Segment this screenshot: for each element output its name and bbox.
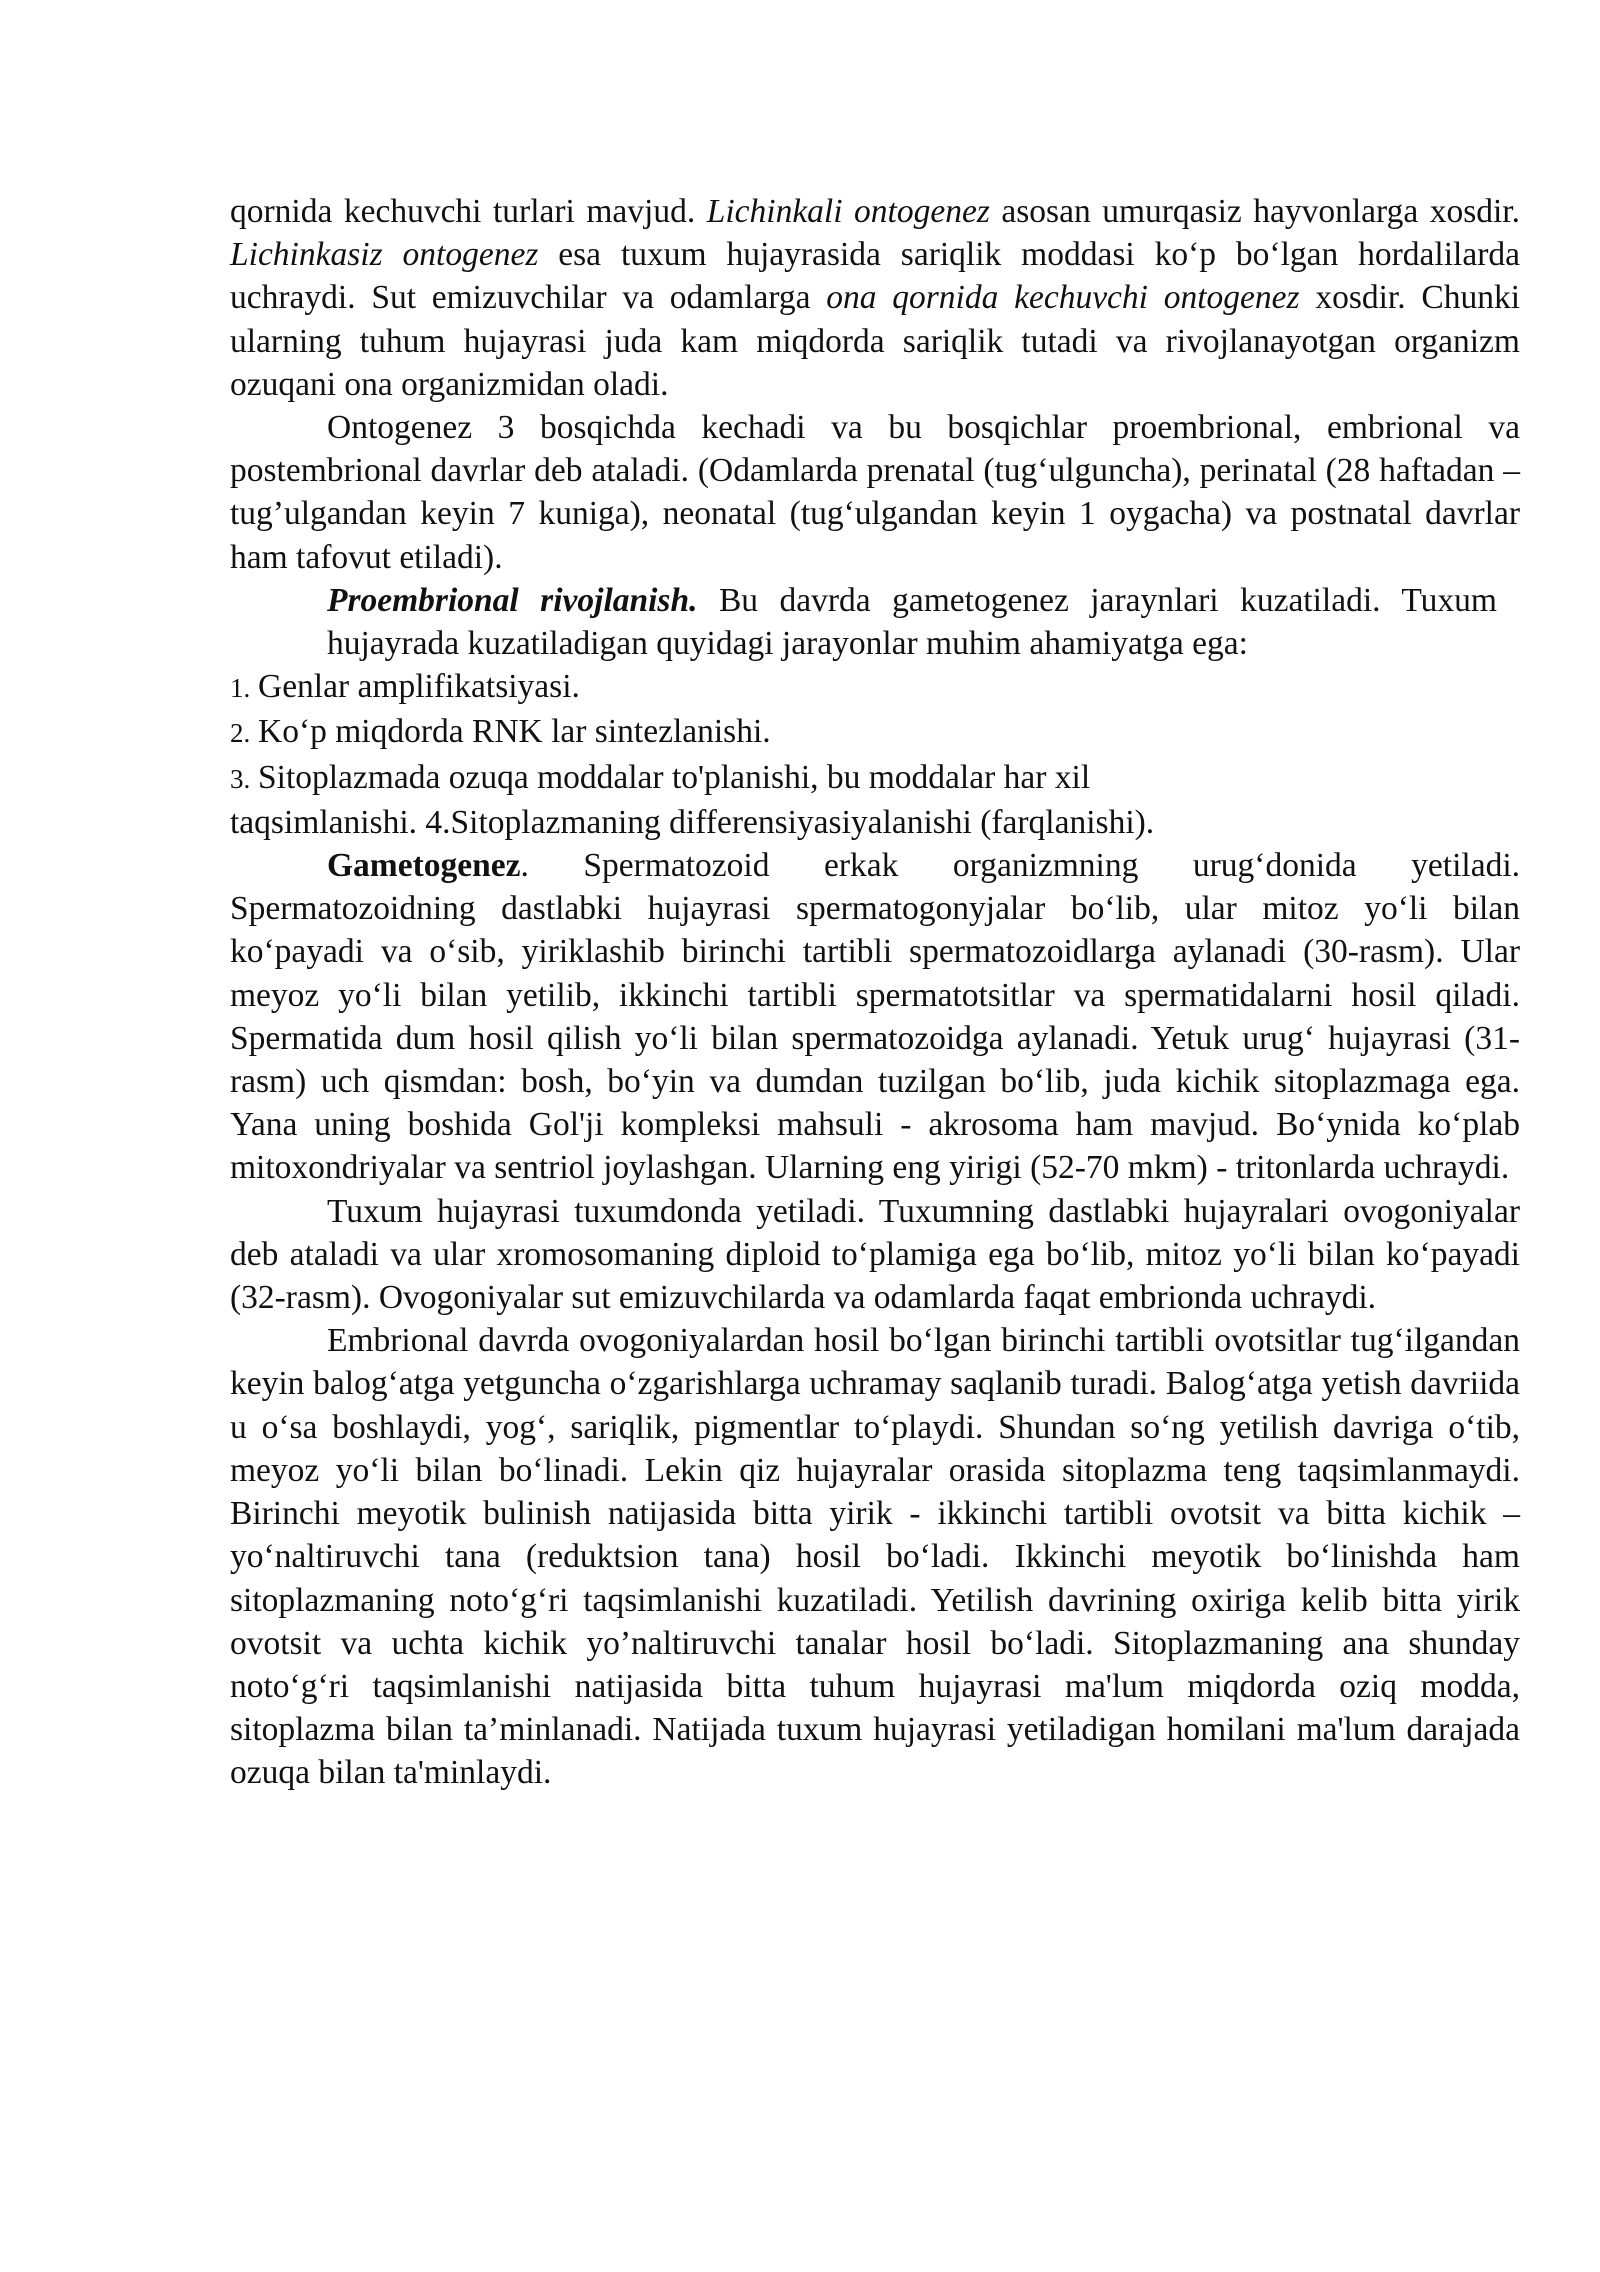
list-item — [230, 710, 1520, 755]
term-nonlarval-ontogenesis: Lichinkasiz ontogenez — [230, 236, 539, 274]
list-number: 2. — [230, 718, 251, 749]
paragraph-egg-cell: Tuxum hujayrasi tuxumdonda yetiladi. Tuxumning dastlabki hujayralari ovogoniyalar deb ataladi va ular xromosomaning diploid to‘plamiga ega bo‘lib, mitoz yo‘li bilan ko‘payadi (32-rasm). Ovogoniyalar sut emizuvchilarda va odamlarda faqat embrionda uchraydi. — [230, 1192, 1520, 1317]
text-run: qornida kechuvchi turlari mavjud. — [230, 193, 707, 230]
list-number: 3. — [230, 763, 251, 794]
text-run: Bu davrda gametogenez jaraynlari kuzatiladi. Tuxum hujayrada kuzatiladigan quyidagi jarayonlar muhim ahamiyatga ega: — [327, 581, 1497, 663]
list-item — [230, 756, 1520, 801]
text-run: esa tuxum hujayrasida sariqlik moddasi ko‘p bo‘lgan hordalilarda uchraydi. Sut emizuvchilar va odamlarga — [230, 236, 1520, 317]
paragraph-ontogenesis-types — [230, 190, 1520, 406]
text-run: asosan umurqasiz hayvonlarga xosdir. — [989, 193, 1520, 230]
text-run: . Spermatozoid erkak organizmning urug‘donida yetiladi. Spermatozoidning dastlabki hujayrasi spermatogonyjalar bo‘lib, ular mitoz yo‘li bilan ko‘payadi va o‘sib, yiriklashib birinchi tartibli spermatozoidlarga aylanadi (30-rasm). Ular meyoz yo‘li bilan yetilib, ikkinchi tartibli spermatotsitlar va spermatidalarni hosil qiladi. Spermatida dum hosil qilish yo‘li bilan spermatozoidga aylanadi. Yetuk urug‘ hujayrasi (31-rasm) uch qismdan: bosh, bo‘yin va dumdan tuzilgan bo‘lib, juda kichik sitoplazmaga ega. Yana uning boshida Gol'ji kompleksi mahsuli - akrosoma ham mavjud. Bo‘ynida ko‘plab mitoxondriyalar va sentriol joylashgan. Ularning eng yirigi (52-70 mkm) - tritonlarda uchraydi. — [230, 847, 1520, 1187]
term-larval-ontogenesis: Lichinkali ontogenez — [706, 193, 990, 230]
term-intrauterine-ontogenesis: ona qornida kechuvchi ontogenez — [826, 279, 1300, 317]
text-run: xosdir. Chunki ularning tuhum hujayrasi juda kam miqdorda sariqlik tutadi va rivojlanayotgan organizm ozuqani ona organizmidan oladi. — [230, 279, 1520, 403]
process-list — [230, 665, 1520, 801]
section-heading-proembrional: Proembrional rivojlanish. — [327, 581, 698, 619]
paragraph-oocytes: Embrional davrda ovogoniyalardan hosil bo‘lgan birinchi tartibli ovotsitlar tug‘ilgandan keyin balog‘atga yetguncha o‘zgarishlarga uchramay saqlanib turadi. Balog‘atga yetish davriida u o‘sa boshlaydi, yog‘, sariqlik, pigmentlar to‘playdi. Shundan so‘ng yetilish davriga o‘tib, meyoz yo‘li bilan bo‘linadi. Lekin qiz hujayralar orasida sitoplazma teng taqsimlanmaydi. Birinchi meyotik bulinish natijasida bitta yirik - ikkinchi tartibli ovotsit va bitta kichik – yo‘naltiruvchi tana (reduktsion tana) hosil bo‘ladi. Ikkinchi meyotik bo‘linishda ham sitoplazmaning noto‘g‘ri taqsimlanishi kuzatiladi. Yetilish davrining oxiriga kelib bitta yirik ovotsit va uchta kichik yo’naltiruvchi tanalar hosil bo‘ladi. Sitoplazmaning ana shunday noto‘g‘ri taqsimlanishi natijasida bitta tuhum hujayrasi ma'lum miqdorda oziq modda, sitoplazma bilan ta’minlanadi. Natijada tuxum hujayrasi yetiladigan homilani ma'lum darajada ozuqa bilan ta'minlaydi. — [230, 1322, 1520, 1792]
list-number: 1. — [230, 673, 251, 704]
document-page — [230, 190, 1520, 1795]
paragraph-proembrional — [230, 579, 1497, 665]
section-heading-gametogenesis: Gametogenez — [327, 847, 521, 885]
paragraph-gametogenesis — [230, 844, 1520, 1190]
list-item — [230, 665, 1520, 710]
list-item-text: Genlar amplifikatsiyasi. — [258, 668, 580, 706]
list-item-text: Ko‘p miqdorda RNK lar sintezlanishi. — [258, 713, 771, 751]
list-continuation: taqsimlanishi. 4.Sitoplazmaning differensiyasiyalanishi (farqlanishi). — [230, 803, 1155, 841]
paragraph-ontogenesis-stages: Ontogenez 3 bosqichda kechadi va bu bosqichlar proembrional, embrional va postembrional davrlar deb ataladi. (Odamlarda prenatal (tug‘ulguncha), perinatal (28 haftadan – tug’ulgandan keyin 7 kuniga), neonatal (tug‘ulgandan keyin 1 oygacha) va postnatal davrlar ham tafovut etiladi). — [230, 409, 1520, 576]
list-item-text: Sitoplazmada ozuqa moddalar to'planishi, bu moddalar har xil — [258, 758, 1091, 796]
